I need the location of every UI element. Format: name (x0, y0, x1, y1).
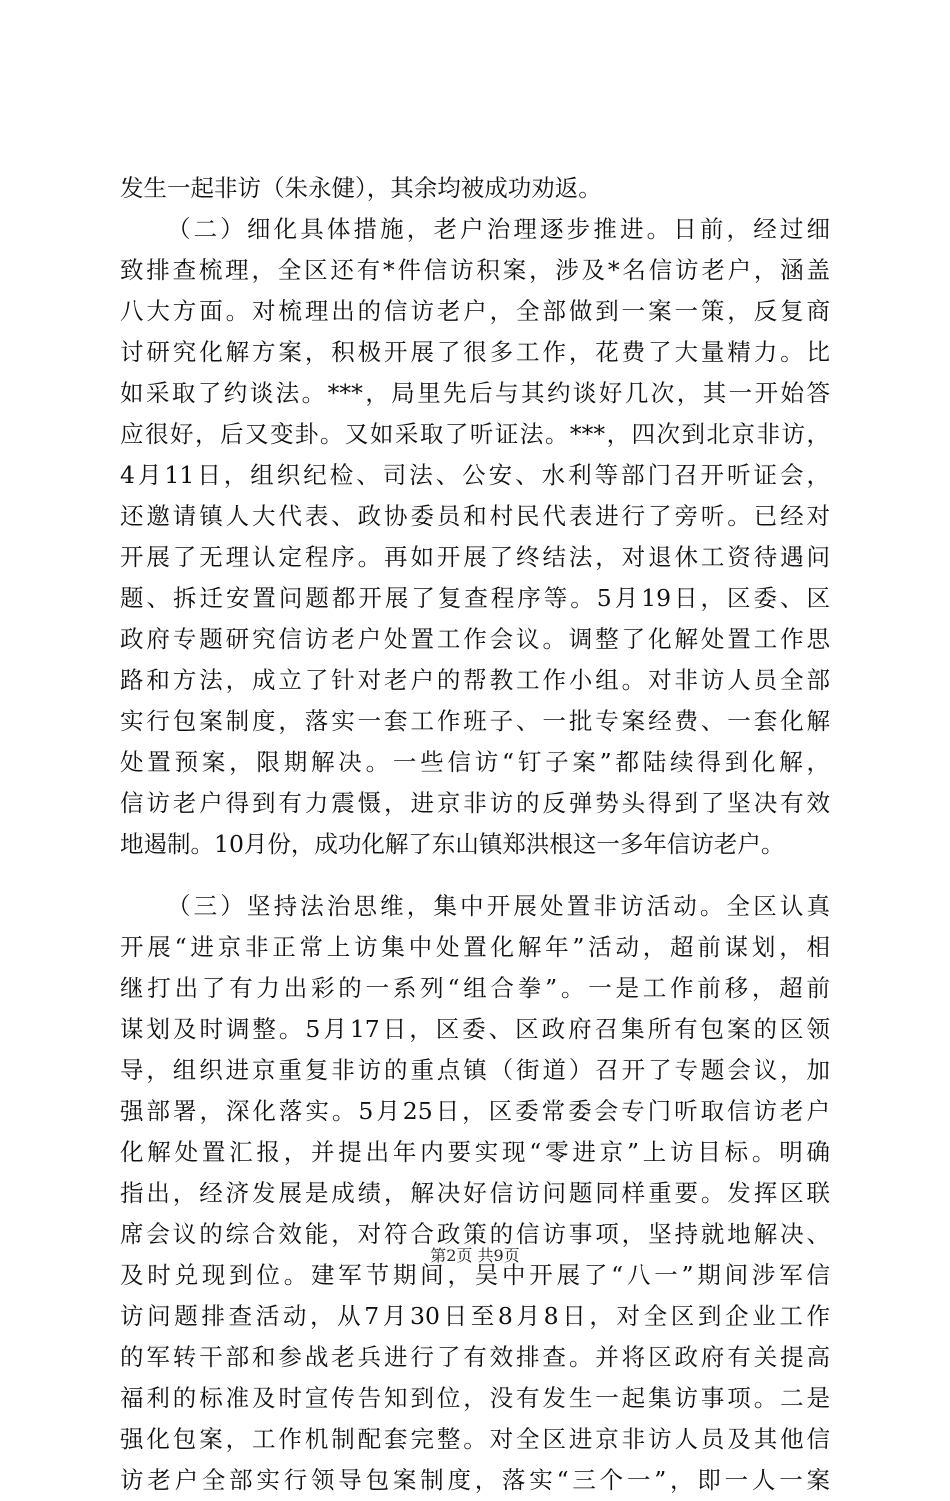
text-line: 强部署，深化落实。5月25日，区委常委会专门听取信访老户 (120, 1097, 830, 1125)
text-line: 讨研究化解方案，积极开展了很多工作，花费了大量精力。比 (120, 338, 830, 366)
paragraph-continuation (120, 168, 830, 209)
text-line: 谋划及时调整。5月17日，区委、区政府召集所有包案的区领 (120, 1015, 830, 1043)
text-line: 路和方法，成立了针对老户的帮教工作小组。对非访人员全部 (120, 666, 830, 694)
text-line: （二）细化具体措施，老户治理逐步推进。日前，经过细 (167, 215, 830, 243)
paragraph-gap (120, 865, 830, 886)
text-line: 题、拆迁安置问题都开展了复查程序等。5月19日，区委、区 (120, 584, 830, 612)
text-line: 开展“进京非正常上访集中处置化解年”活动，超前谋划，相 (120, 933, 830, 961)
text-line: 指出，经济发展是成绩，解决好信访问题同样重要。发挥区联 (120, 1179, 830, 1207)
text-line: 政府专题研究信访老户处置工作会议。调整了化解处置工作思 (120, 625, 830, 653)
paragraph-section-two (120, 209, 830, 865)
text-line: 席会议的综合效能，对符合政策的信访事项，坚持就地解决、 (120, 1220, 830, 1248)
text-line: 访问题排查活动，从7月30日至8月8日，对全区到企业工作 (120, 1302, 830, 1330)
text-line: 继打出了有力出彩的一系列“组合拳”。一是工作前移，超前 (120, 974, 830, 1002)
paragraph-section-three (120, 886, 830, 1501)
text-line: 地遏制。10月份，成功化解了东山镇郑洪根这一多年信访老户。 (120, 830, 785, 858)
text-line: 致排查梳理，全区还有*件信访积案，涉及*名信访老户，涵盖 (120, 256, 830, 284)
text-line: 福利的标准及时宣传告知到位，没有发生一起集访事项。二是 (120, 1384, 830, 1412)
text-line: （三）坚持法治思维，集中开展处置非访活动。全区认真 (167, 892, 830, 920)
text-line: 开展了无理认定程序。再如开展了终结法，对退休工资待遇问 (120, 543, 830, 571)
text-line: 导，组织进京重复非访的重点镇（街道）召开了专题会议，加 (120, 1056, 830, 1084)
text-line: 信访老户得到有力震慑，进京非访的反弹势头得到了坚决有效 (120, 789, 830, 817)
text-line: 的军转干部和参战老兵进行了有效排查。并将区政府有关提高 (120, 1343, 830, 1371)
text-line: 八大方面。对梳理出的信访老户，全部做到一案一策，反复商 (120, 297, 830, 325)
text-line: 应很好，后又变卦。又如采取了听证法。***，四次到北京非访， (120, 420, 830, 448)
text-line: 还邀请镇人大代表、政协委员和村民代表进行了旁听。已经对 (120, 502, 830, 530)
text-line: 强化包案，工作机制配套完整。对全区进京非访人员及其他信 (120, 1425, 830, 1453)
text-line: 访老户全部实行领导包案制度，落实“三个一”，即一人一案 (120, 1466, 830, 1494)
text-line: 4月11日，组织纪检、司法、公安、水利等部门召开听证会， (120, 461, 830, 489)
document-body (120, 168, 830, 1501)
text-line: 化解处置汇报，并提出年内要实现“零进京”上访目标。明确 (120, 1138, 830, 1166)
text-line: 及时兑现到位。建军节期间，吴中开展了“八一”期间涉军信 (120, 1261, 830, 1289)
text-line: 发生一起非访（朱永健），其余均被成功劝返。 (120, 174, 602, 202)
text-line: 如采取了约谈法。***，局里先后与其约谈好几次，其一开始答 (120, 379, 830, 407)
text-line: 实行包案制度，落实一套工作班子、一批专案经费、一套化解 (120, 707, 830, 735)
text-line: 处置预案，限期解决。一些信访“钉子案”都陆续得到化解， (120, 748, 830, 776)
page-number-footer: 第2页 共9页 (430, 1246, 520, 1265)
